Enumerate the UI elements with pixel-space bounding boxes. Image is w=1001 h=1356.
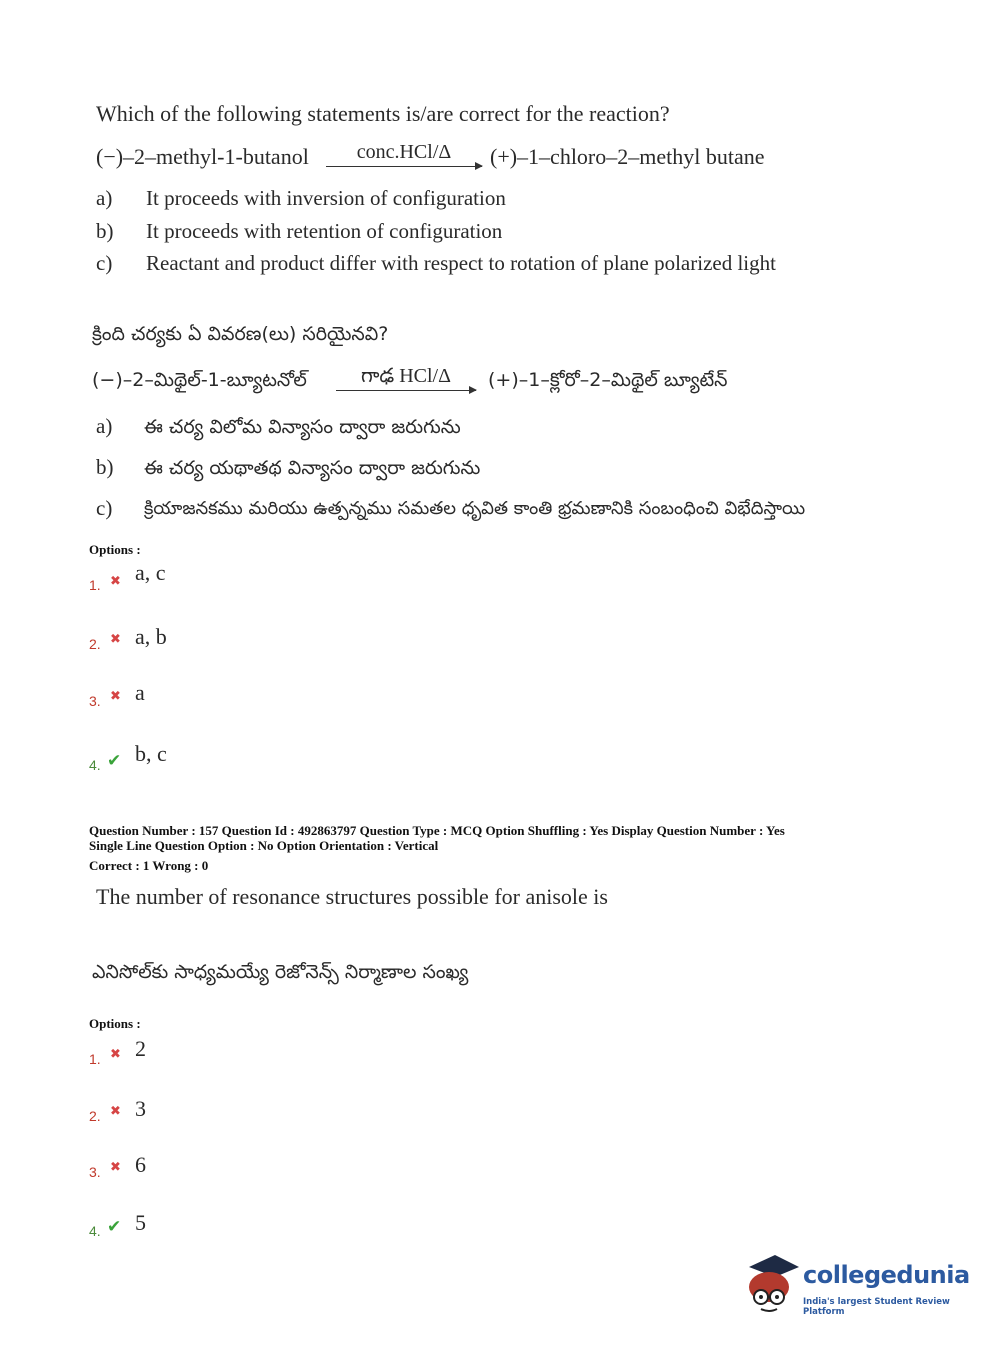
statement-text: ఈ చర్య యథాతథ విన్యాసం ద్వారా జరుగును <box>144 457 481 479</box>
q1-reagent-en: conc.HCl/Δ <box>356 141 452 163</box>
statement-text: It proceeds with retention of configuration <box>146 219 503 243</box>
q1-reactant-te: (−)–2–మిథైల్-1-బ్యూటనోల్ <box>92 369 307 391</box>
q2-question-en: The number of resonance structures possible for anisole is <box>96 884 608 909</box>
option-text: b, c <box>135 741 167 766</box>
q2-options-header: Options : <box>89 1016 141 1031</box>
option-number: 4. <box>89 757 101 773</box>
cross-icon: ✖ <box>110 1160 121 1175</box>
q1-question-en: Which of the following statements is/are correct for the reaction? <box>96 101 670 126</box>
q2-question-te: ఎనిసోల్‌కు సాధ్యమయ్యే రెజోనెన్స్ నిర్మాణాల సంఖ్య <box>92 961 469 983</box>
reaction-arrow-icon <box>336 390 476 391</box>
logo-tagline: India's largest Student Review Platform <box>803 1297 950 1317</box>
option-number: 4. <box>89 1223 101 1239</box>
q1-options-header: Options : <box>89 542 141 557</box>
option-number: 3. <box>89 693 101 709</box>
option-text: 3 <box>135 1096 146 1121</box>
q2-meta-line2: Single Line Question Option : No Option Orientation : Vertical <box>89 838 439 853</box>
check-icon: ✔ <box>107 1217 122 1237</box>
statement-letter: b) <box>96 219 114 243</box>
option-number: 2. <box>89 636 101 652</box>
reaction-arrow-icon <box>326 166 482 167</box>
statement-letter: b) <box>96 455 114 479</box>
option-text: a <box>135 680 145 705</box>
option-text: a, b <box>135 624 167 649</box>
mascot-icon <box>745 1253 801 1315</box>
option-number: 2. <box>89 1108 101 1124</box>
option-text: 2 <box>135 1036 146 1061</box>
cross-icon: ✖ <box>110 632 121 647</box>
q1-question-te: క్రింది చర్యకు ఏ వివరణ(లు) సరియైనవి? <box>92 323 389 345</box>
option-number: 3. <box>89 1164 101 1180</box>
option-text: 6 <box>135 1152 146 1177</box>
option-text: a, c <box>135 560 166 585</box>
statement-text: ఈ చర్య విలోమ విన్యాసం ద్వారా జరుగును <box>144 416 461 438</box>
option-text: 5 <box>135 1210 146 1235</box>
statement-letter: c) <box>96 496 113 520</box>
q1-product-en: (+)–1–chloro–2–methyl butane <box>490 144 765 169</box>
statement-letter: c) <box>96 251 113 275</box>
cross-icon: ✖ <box>110 1104 121 1119</box>
q1-product-te: (+)–1–క్లోరో–2–మిథైల్ బ్యూటేన్ <box>488 369 728 391</box>
logo-name: collegedunia <box>803 1261 970 1289</box>
cross-icon: ✖ <box>110 574 121 589</box>
statement-text: క్రియాజనకము మరియు ఉత్పన్నము సమతల ధృవిత కాంతి భ్రమణానికి సంబంధించి విభేదిస్తాయి <box>144 498 806 519</box>
check-icon: ✔ <box>107 751 122 771</box>
statement-letter: a) <box>96 186 113 210</box>
statement-text: It proceeds with inversion of configuration <box>146 186 506 210</box>
q2-marks: Correct : 1 Wrong : 0 <box>89 858 209 873</box>
cross-icon: ✖ <box>110 689 121 704</box>
cross-icon: ✖ <box>110 1047 121 1062</box>
statement-letter: a) <box>96 414 113 438</box>
option-number: 1. <box>89 577 101 593</box>
statement-text: Reactant and product differ with respect to rotation of plane polarized light <box>146 251 776 275</box>
q1-reactant-en: (−)–2–methyl-1-butanol <box>96 144 309 169</box>
q2-meta-line1: Question Number : 157 Question Id : 492863797 Question Type : MCQ Option Shuffling : Yes Display Question Number : Yes <box>89 823 785 838</box>
q1-reagent-te: గాఢ HCl/Δ <box>361 365 451 387</box>
collegedunia-logo[interactable] <box>745 1253 975 1315</box>
option-number: 1. <box>89 1051 101 1067</box>
